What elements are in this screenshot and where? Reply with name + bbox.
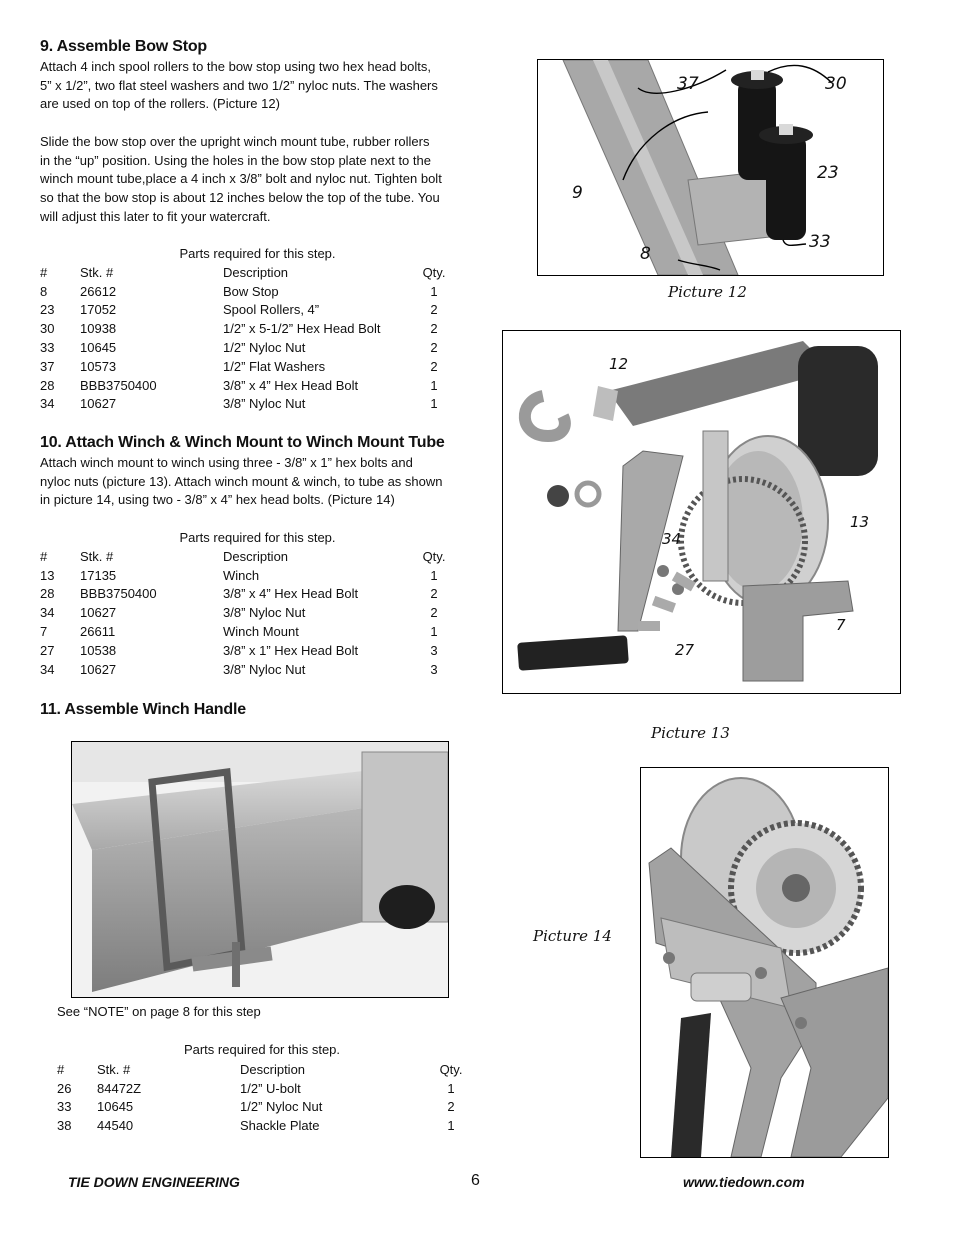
table-row [57, 1116, 466, 1135]
section-11-heading: 11. Assemble Winch Handle [40, 701, 246, 718]
cell: 7 [40, 624, 48, 640]
cell: 37 [40, 358, 55, 374]
cell: 38 [57, 1118, 72, 1134]
cell: 8 [40, 283, 48, 299]
cell: BBB3750400 [80, 586, 157, 602]
cell: 2 [447, 1099, 455, 1115]
cell: 10645 [80, 340, 117, 356]
cell: 1 [430, 624, 438, 640]
table-row [57, 1098, 466, 1117]
section-10-body [40, 454, 490, 510]
callout-9: 9 [572, 183, 583, 203]
winch-parts-illustration [503, 331, 900, 693]
cell: 2 [430, 302, 438, 318]
cell: 10573 [80, 358, 117, 374]
section-10-heading: 10. Attach Winch & Winch Mount to Winch Mount Tube [40, 434, 445, 451]
cell: Winch [223, 567, 260, 583]
cell: 34 [40, 661, 55, 677]
cell: 1/2” Flat Washers [223, 358, 326, 374]
paragraph-line: Attach 4 inch spool rollers to the bow stop using two hex head bolts, [40, 59, 431, 74]
table-header [40, 263, 449, 282]
paragraph-spacer [40, 114, 490, 133]
cell: 2 [430, 586, 438, 602]
cell: 2 [430, 358, 438, 374]
cell: 3 [430, 642, 438, 658]
section-11-parts-table [57, 1060, 466, 1135]
paragraph-line: Attach winch mount to winch using three - 3/8” x 1” hex bolts and [40, 455, 413, 470]
callout-37: 37 [677, 74, 699, 94]
cell: 3/8” x 4” Hex Head Bolt [223, 377, 359, 393]
col-header: # [40, 548, 48, 564]
col-header: # [40, 264, 48, 280]
section-10-parts-table [40, 547, 449, 679]
col-header: Description [240, 1061, 306, 1077]
winch-mounted-illustration [641, 768, 888, 1157]
cell: 33 [40, 340, 55, 356]
cell: 1 [430, 396, 438, 412]
cell: 10627 [80, 605, 117, 621]
cell: 2 [430, 340, 438, 356]
cell: 34 [40, 396, 55, 412]
cell: 1/2” Nyloc Nut [223, 340, 306, 356]
table-row [57, 1079, 466, 1098]
cell: 10538 [80, 642, 117, 658]
picture-14 [640, 767, 889, 1158]
callout-12: 12 [609, 355, 629, 373]
paragraph-line: in the “up” position. Using the holes in the bow stop plate next to the [40, 152, 431, 168]
table-row [40, 376, 449, 395]
col-header: Description [223, 264, 289, 280]
col-header: Stk. # [97, 1061, 131, 1077]
table-row [40, 622, 449, 641]
cell: 28 [40, 377, 55, 393]
col-header: Qty. [422, 548, 446, 564]
callout-23: 23 [817, 163, 839, 183]
cell: 1 [447, 1118, 455, 1134]
cell: 23 [40, 302, 55, 318]
cell: 1/2” x 5-1/2” Hex Head Bolt [223, 321, 381, 337]
cell: 2 [430, 321, 438, 337]
cell: 1 [430, 283, 438, 299]
cell: 10627 [80, 396, 117, 412]
section-9-heading: 9. Assemble Bow Stop [40, 38, 208, 55]
col-header: Qty. [422, 264, 446, 280]
section-10-parts-title: Parts required for this step. [179, 530, 336, 545]
cell: 3 [430, 661, 438, 677]
callout-27: 27 [675, 641, 695, 659]
cell: 3/8” Nyloc Nut [223, 661, 306, 677]
section-9-parts-title: Parts required for this step. [179, 246, 336, 261]
cell: 27 [40, 642, 55, 658]
col-header: Stk. # [80, 548, 114, 564]
cell: BBB3750400 [80, 377, 157, 393]
footer-url[interactable]: www.tiedown.com [683, 1174, 805, 1190]
cell: 17052 [80, 302, 117, 318]
table-row [40, 566, 449, 585]
paragraph-line: 5” x 1/2”, two flat steel washers and two 1/2” nyloc nuts. The washers [40, 77, 438, 93]
cell: 10627 [80, 661, 117, 677]
table-row [40, 338, 449, 357]
picture-13 [502, 330, 901, 694]
cell: 3/8” x 4” Hex Head Bolt [223, 586, 359, 602]
callout-34: 34 [662, 530, 682, 548]
col-header: Qty. [439, 1061, 463, 1077]
section-9-parts-table [40, 263, 449, 413]
table-row [40, 603, 449, 622]
cell: 33 [57, 1099, 72, 1115]
paragraph-line: in picture 14, using two - 3/8” x 4” hex head bolts. (Picture 14) [40, 492, 395, 508]
picture-14-caption: Picture 14 [533, 927, 612, 945]
col-header: Stk. # [80, 264, 114, 280]
cell: 30 [40, 321, 55, 337]
cell: Bow Stop [223, 283, 279, 299]
table-row [40, 395, 449, 414]
paragraph-line: winch mount tube,place a 4 inch x 3/8” bolt and nyloc nut. Tighten bolt [40, 171, 442, 187]
table-row [40, 585, 449, 604]
page-number: 6 [471, 1172, 480, 1189]
cell: 26 [57, 1080, 72, 1096]
callout-13: 13 [850, 513, 870, 531]
section-9-body [40, 58, 490, 226]
cell: 10645 [97, 1099, 134, 1115]
table-row [40, 660, 449, 679]
cell: 2 [430, 605, 438, 621]
cell: 1/2” Nyloc Nut [240, 1099, 323, 1115]
paragraph-line: Slide the bow stop over the upright winch mount tube, rubber rollers [40, 133, 430, 149]
table-header [57, 1060, 466, 1079]
callout-8: 8 [640, 244, 651, 264]
cell: Spool Rollers, 4” [223, 302, 320, 318]
cell: Winch Mount [223, 624, 299, 640]
cell: Shackle Plate [240, 1118, 320, 1134]
paragraph-line: so that the bow stop is about 12 inches below the top of the tube. You [40, 189, 440, 205]
col-header: # [57, 1061, 65, 1077]
table-row [40, 301, 449, 320]
table-header [40, 547, 449, 566]
table-row [40, 357, 449, 376]
cell: 84472Z [97, 1080, 142, 1096]
cell: 10938 [80, 321, 117, 337]
paragraph-line: will adjust this later to fit your watercraft. [40, 208, 271, 224]
paragraph-line: are used on top of the rollers. (Picture 12) [40, 96, 280, 112]
cell: 1 [430, 567, 438, 583]
col-header: Description [223, 548, 289, 564]
cell: 26611 [80, 624, 116, 640]
footer-company: TIE DOWN ENGINEERING [68, 1174, 240, 1190]
cell: 13 [40, 567, 55, 583]
table-row [40, 282, 449, 301]
u-bolt-illustration [72, 742, 448, 997]
cell: 1 [447, 1080, 455, 1096]
cell: 1/2” U-bolt [240, 1080, 301, 1096]
callout-33: 33 [809, 232, 831, 252]
callout-30: 30 [825, 74, 847, 94]
cell: 3/8” Nyloc Nut [223, 396, 306, 412]
u-bolt-photo [71, 741, 449, 998]
cell: 28 [40, 586, 55, 602]
cell: 26612 [80, 283, 117, 299]
cell: 44540 [97, 1118, 134, 1134]
picture-13-caption: Picture 13 [651, 724, 730, 742]
paragraph-line: nyloc nuts (picture 13). Attach winch mount & winch, to tube as shown [40, 473, 443, 489]
cell: 1 [430, 377, 438, 393]
callout-7: 7 [836, 616, 846, 634]
cell: 17135 [80, 567, 117, 583]
table-row [40, 319, 449, 338]
section-11-parts-title: Parts required for this step. [183, 1042, 341, 1057]
section-11-note: See “NOTE” on page 8 for this step [57, 1004, 261, 1019]
cell: 3/8” Nyloc Nut [223, 605, 306, 621]
cell: 3/8” x 1” Hex Head Bolt [223, 642, 359, 658]
picture-12-caption: Picture 12 [668, 283, 747, 301]
cell: 34 [40, 605, 55, 621]
table-row [40, 641, 449, 660]
